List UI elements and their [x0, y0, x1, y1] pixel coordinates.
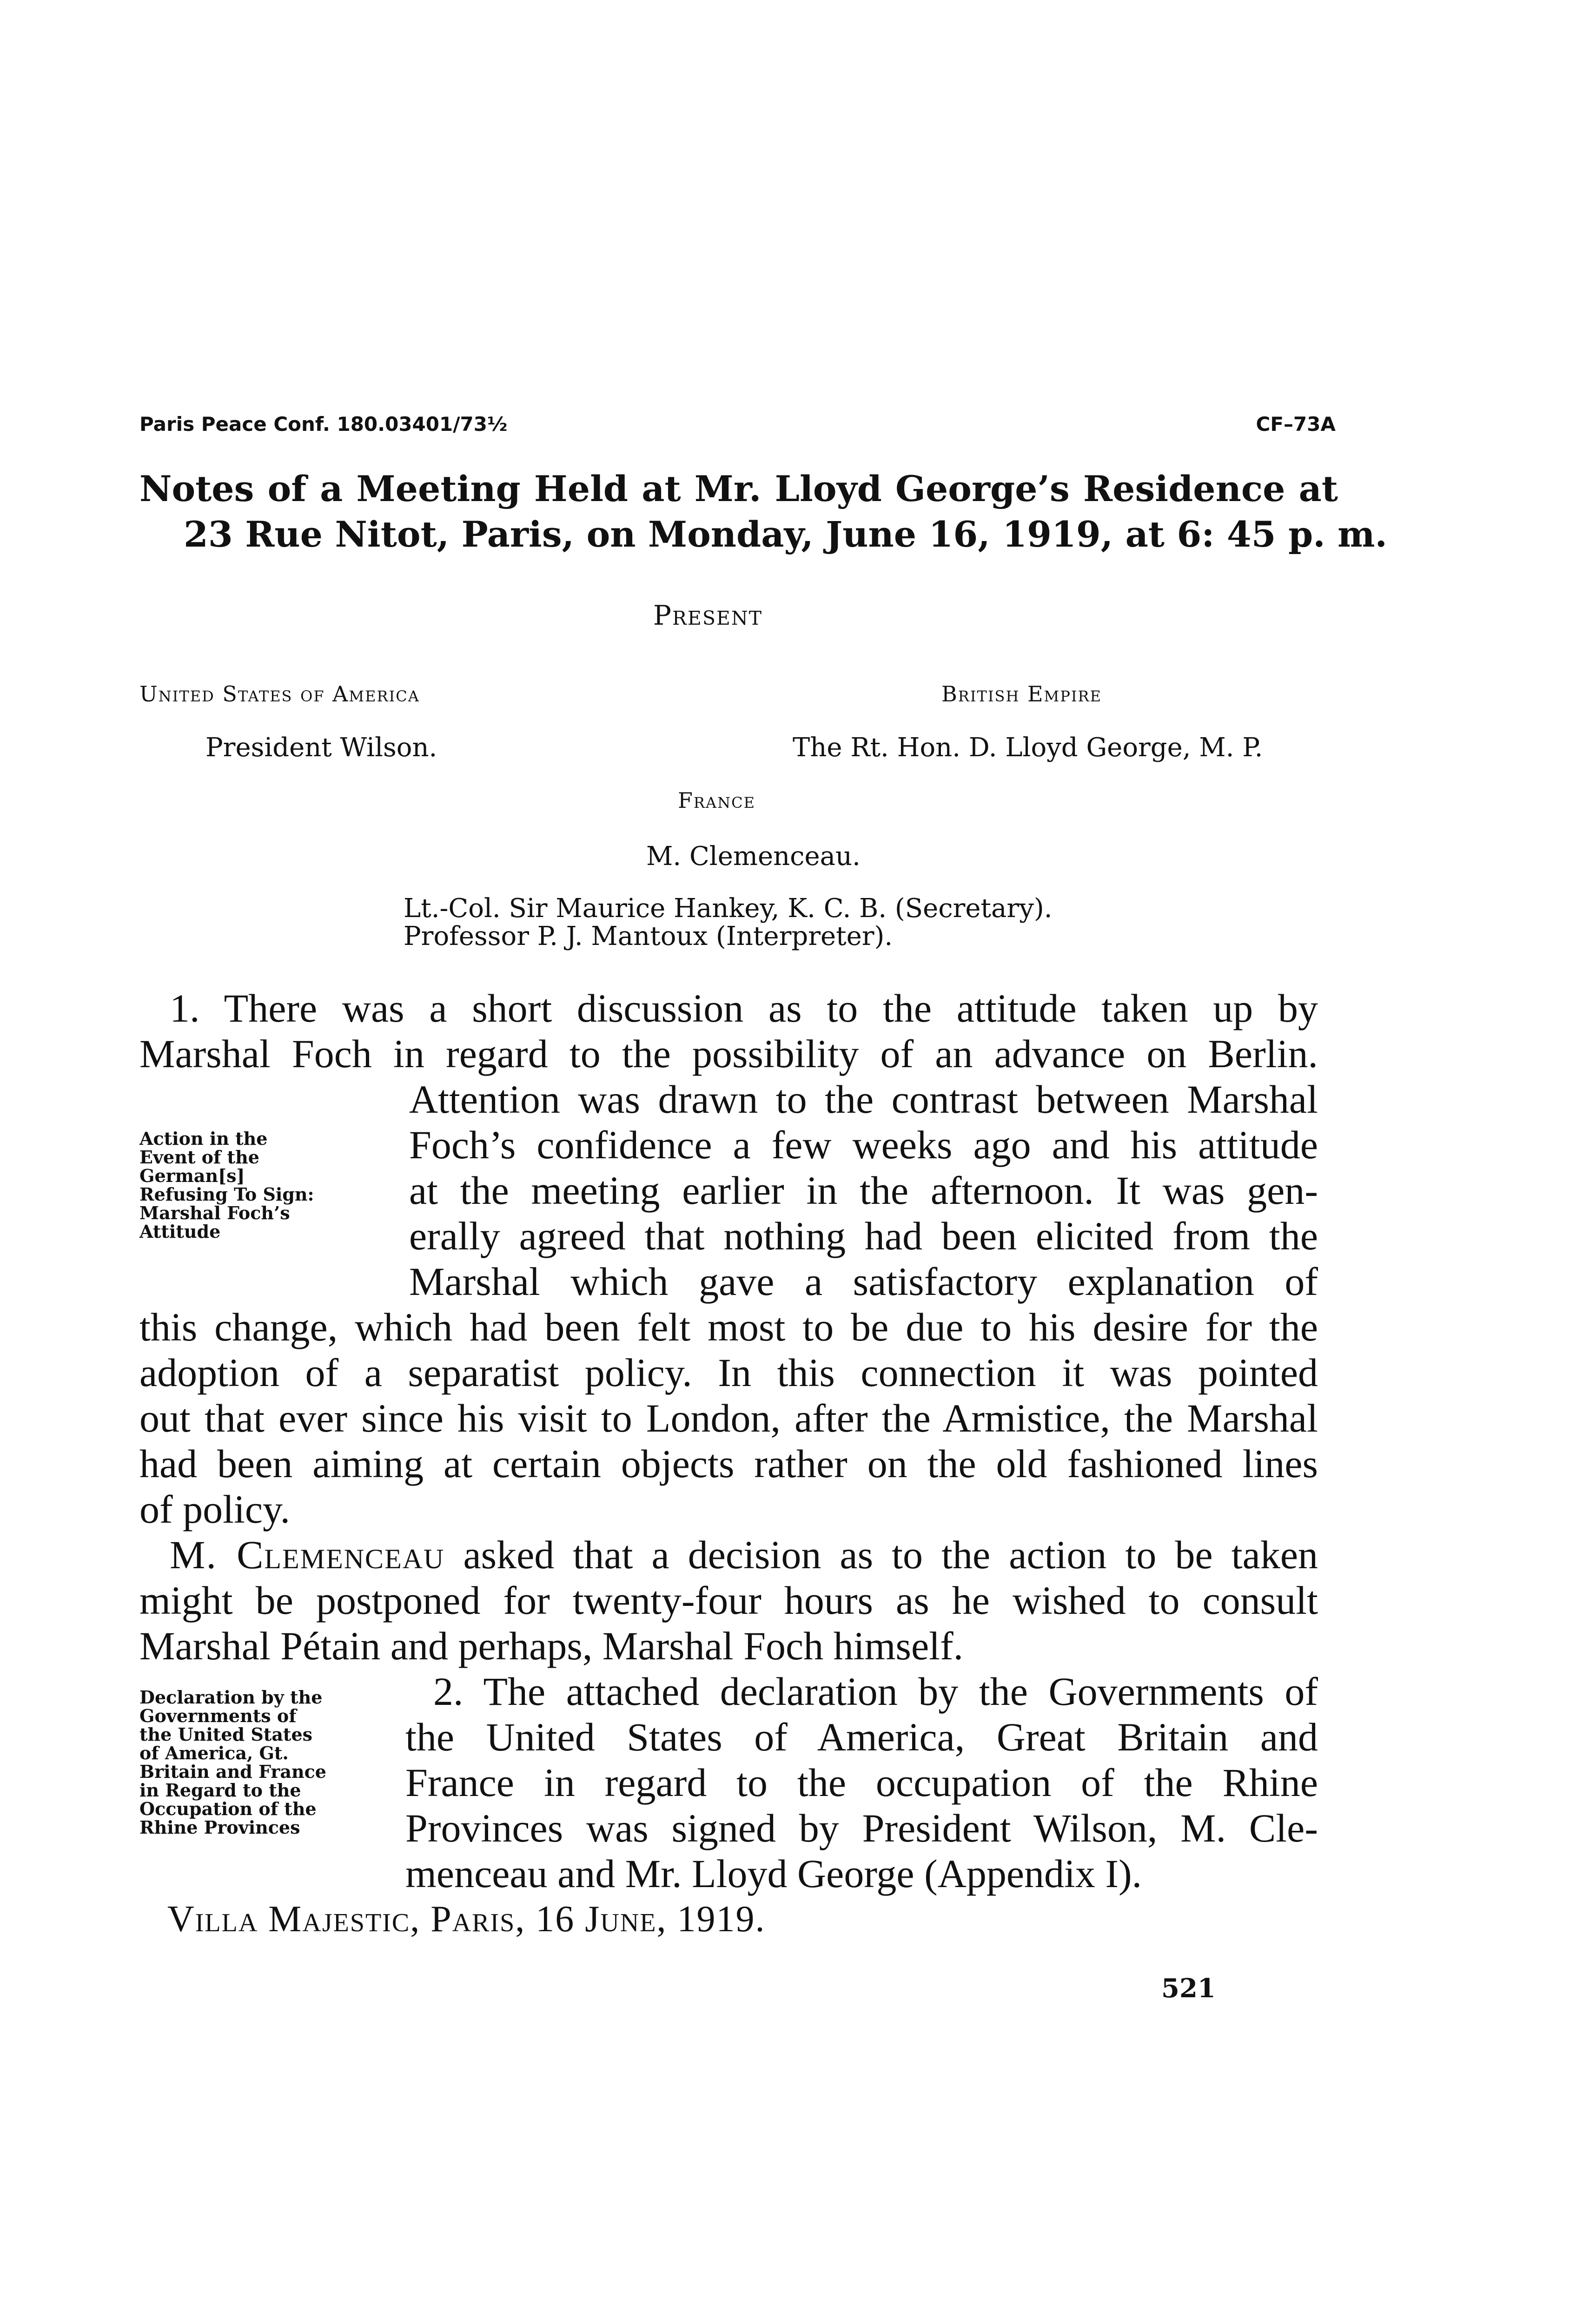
item-1-paragraph-start: [139, 985, 1318, 1076]
margin-note-line: German[s]: [139, 1165, 245, 1186]
text-line: 1. There was a short discussion as to the attitude taken up by: [170, 986, 1318, 1030]
text-line: might be postponed for twenty-four hours as he wished to consult: [139, 1578, 1318, 1623]
text-line: adoption of a separatist policy. In this connection it was pointed: [139, 1350, 1318, 1395]
clemenceau-paragraph: [139, 1532, 1318, 1669]
text-line: Provinces was signed by President Wilson, M. Cle-: [405, 1806, 1318, 1850]
france-member: M. Clemenceau.: [646, 841, 861, 872]
item-1-paragraph-end: [139, 1304, 1318, 1532]
margin-note-line: Marshal Foch’s: [139, 1202, 290, 1223]
margin-note-item-2: [139, 1688, 391, 1837]
margin-note-line: Event of the: [139, 1147, 259, 1168]
title-line-1: Notes of a Meeting Held at Mr. Lloyd George’s Residence at: [139, 468, 1338, 509]
margin-note-line: Britain and France: [139, 1761, 326, 1782]
british-heading: British Empire: [941, 681, 1102, 706]
margin-note-line: Attitude: [139, 1221, 221, 1242]
text-line: at the meeting earlier in the afternoon. It was gen-: [409, 1168, 1318, 1213]
british-member: The Rt. Hon. D. Lloyd George, M. P.: [793, 733, 1263, 763]
margin-note-line: Action in the: [139, 1128, 268, 1149]
text-line: 2. The attached declaration by the Governments of: [433, 1669, 1318, 1714]
text-line: Foch’s confidence a few weeks ago and his attitude: [409, 1122, 1318, 1167]
interpreter-line: Professor P. J. Mantoux (Interpreter).: [404, 921, 893, 951]
item-1-indented-block: [409, 1076, 1318, 1304]
margin-note-line: Declaration by the: [139, 1687, 323, 1708]
text-line: of policy.: [139, 1487, 291, 1532]
signoff: Villa Majestic, Paris, 16 June, 1919.: [167, 1899, 766, 1940]
margin-note-line: Governments of: [139, 1705, 297, 1726]
present-heading: Present: [653, 600, 763, 631]
usa-member: President Wilson.: [205, 733, 437, 763]
margin-note-line: Occupation of the: [139, 1798, 317, 1819]
text-line: Marshal Pétain and perhaps, Marshal Foch himself.: [139, 1624, 964, 1668]
text-line: had been aiming at certain objects rather on the old fashioned lines: [139, 1441, 1318, 1486]
text-line: Marshal which gave a satisfactory explanation of: [409, 1259, 1318, 1304]
margin-note-line: Rhine Provinces: [139, 1817, 300, 1838]
page-title: [139, 466, 1388, 557]
margin-note-line: Refusing To Sign:: [139, 1184, 314, 1205]
text-line: Attention was drawn to the contrast between Marshal: [409, 1077, 1318, 1122]
text-line: out that ever since his visit to London, after the Armistice, the Marshal: [139, 1396, 1318, 1440]
text-line: France in regard to the occupation of the Rhine: [405, 1760, 1318, 1805]
margin-note-line: in Regard to the: [139, 1780, 301, 1801]
header-reference: Paris Peace Conf. 180.03401/73½: [139, 413, 508, 436]
text-line: the United States of America, Great Britain and: [405, 1715, 1318, 1759]
secretary-line: Lt.-Col. Sir Maurice Hankey, K. C. B. (Secretary).: [404, 893, 1053, 924]
header-code: CF–73A: [1256, 413, 1336, 436]
margin-note-line: of America, Gt.: [139, 1743, 289, 1763]
margin-note-item-1: [139, 1129, 381, 1241]
item-2-paragraph: [405, 1669, 1318, 1896]
speaker-text: asked that a decision as to the action to be taken: [463, 1532, 1318, 1577]
france-heading: France: [678, 788, 755, 813]
page-number: 521: [1161, 1973, 1216, 2004]
text-line: Marshal Foch in regard to the possibility of an advance on Berlin.: [139, 1031, 1318, 1076]
text-line: this change, which had been felt most to be due to his desire for the: [139, 1305, 1318, 1349]
text-line: menceau and Mr. Lloyd George (Appendix I).: [405, 1851, 1142, 1896]
title-line-2: 23 Rue Nitot, Paris, on Monday, June 16, 1919, at 6: 45 p. m.: [184, 514, 1388, 555]
margin-note-line: the United States: [139, 1724, 313, 1745]
usa-heading: United States of America: [139, 681, 420, 706]
text-line: erally agreed that nothing had been elicited from the: [409, 1214, 1318, 1258]
speaker-name: M. Clemenceau: [170, 1532, 445, 1577]
text-line: [139, 1532, 1318, 1578]
